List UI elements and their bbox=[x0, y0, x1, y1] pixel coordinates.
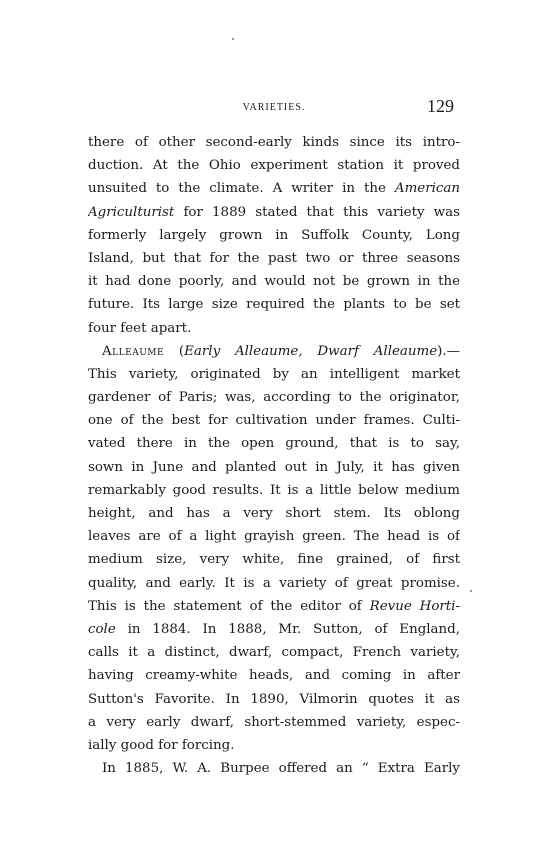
paper-speck bbox=[232, 38, 234, 40]
text-line bbox=[88, 409, 460, 432]
text-segment: it had done poorly, and would not be grown in the bbox=[88, 274, 460, 290]
text-line bbox=[88, 711, 460, 734]
text-segment: in 1884. In 1888, Mr. Sutton, of England, bbox=[115, 621, 460, 637]
text-line bbox=[88, 734, 460, 757]
text-line bbox=[88, 548, 460, 571]
text-line bbox=[88, 618, 460, 641]
paper-speck bbox=[470, 590, 472, 592]
text-line bbox=[88, 270, 460, 293]
body-text bbox=[88, 131, 460, 780]
text-line bbox=[88, 317, 460, 340]
text-line bbox=[88, 293, 460, 316]
paragraph bbox=[88, 131, 460, 340]
italic-text: cole bbox=[88, 621, 116, 637]
text-segment: remarkably good results. It is a little below medium bbox=[88, 482, 460, 498]
text-line bbox=[88, 525, 460, 548]
text-line bbox=[88, 177, 460, 200]
italic-text: Agriculturist bbox=[88, 204, 175, 220]
text-line bbox=[88, 641, 460, 664]
text-segment: leaves are of a light grayish green. The head is of bbox=[88, 529, 460, 545]
text-segment: four feet apart. bbox=[88, 320, 192, 336]
text-line bbox=[88, 131, 460, 154]
text-line bbox=[88, 386, 460, 409]
text-line bbox=[88, 363, 460, 386]
text-segment: unsuited to the climate. A writer in the bbox=[88, 181, 395, 197]
text-segment: ( bbox=[164, 343, 185, 359]
text-segment: In 1885, W. A. Burpee offered an “ Extra Early bbox=[102, 761, 460, 777]
text-segment: Sutton's Favorite. In 1890, Vilmorin quotes it as bbox=[88, 691, 460, 707]
italic-text: American bbox=[394, 181, 460, 197]
text-line bbox=[88, 224, 460, 247]
running-head: VARIETIES. bbox=[242, 102, 306, 113]
text-segment: quality, and early. It is a variety of great promise. bbox=[88, 575, 460, 591]
text-line bbox=[88, 757, 460, 780]
text-segment: gardener of Paris; was, according to the originator, bbox=[88, 390, 460, 406]
text-line bbox=[88, 456, 460, 479]
text-line bbox=[88, 572, 460, 595]
italic-text: Revue Horti- bbox=[369, 598, 460, 614]
text-line bbox=[88, 432, 460, 455]
text-segment: one of the best for cultivation under frames. Culti- bbox=[88, 413, 460, 429]
text-segment: there of other second-early kinds since its intro- bbox=[88, 135, 460, 150]
text-segment: ially good for forcing. bbox=[88, 737, 235, 753]
text-segment: having creamy-white heads, and coming in after bbox=[88, 668, 460, 684]
text-segment: medium size, very white, fine grained, of first bbox=[88, 552, 460, 568]
text-line bbox=[88, 502, 460, 525]
page-header bbox=[88, 96, 460, 120]
text-line bbox=[88, 595, 460, 618]
italic-text: Early Alleaume, Dwarf Alleaume bbox=[184, 343, 438, 359]
text-segment: duction. At the Ohio experiment station it proved bbox=[88, 158, 460, 174]
text-segment: height, and has a very short stem. Its oblong bbox=[88, 506, 460, 521]
text-segment: calls it a distinct, dwarf, compact, French variety, bbox=[88, 645, 460, 661]
text-segment: Island, but that for the past two or three seasons bbox=[88, 250, 460, 266]
text-line bbox=[88, 479, 460, 502]
text-segment: This is the statement of the editor of bbox=[88, 598, 370, 614]
paragraph bbox=[88, 340, 460, 757]
text-segment: This variety, originated by an intelligent market bbox=[88, 366, 460, 382]
text-line bbox=[88, 154, 460, 177]
text-segment: formerly largely grown in Suffolk County, Long bbox=[88, 227, 460, 243]
text-line bbox=[88, 688, 460, 711]
text-line bbox=[88, 201, 460, 224]
text-segment: future. Its large size required the plants to be set bbox=[88, 297, 460, 313]
text-segment: a very early dwarf, short-stemmed variety, espec- bbox=[88, 714, 460, 730]
text-segment: ).— bbox=[437, 343, 460, 359]
text-line bbox=[88, 664, 460, 687]
variety-name: Alleaume bbox=[102, 343, 165, 359]
text-segment: for 1889 stated that this variety was bbox=[174, 204, 460, 220]
text-segment: vated there in the open ground, that is to say, bbox=[88, 436, 460, 452]
text-line bbox=[88, 340, 460, 363]
text-line bbox=[88, 247, 460, 270]
text-segment: sown in June and planted out in July, it has given bbox=[88, 459, 460, 475]
paragraph bbox=[88, 757, 460, 780]
page-number: 129 bbox=[427, 96, 454, 116]
